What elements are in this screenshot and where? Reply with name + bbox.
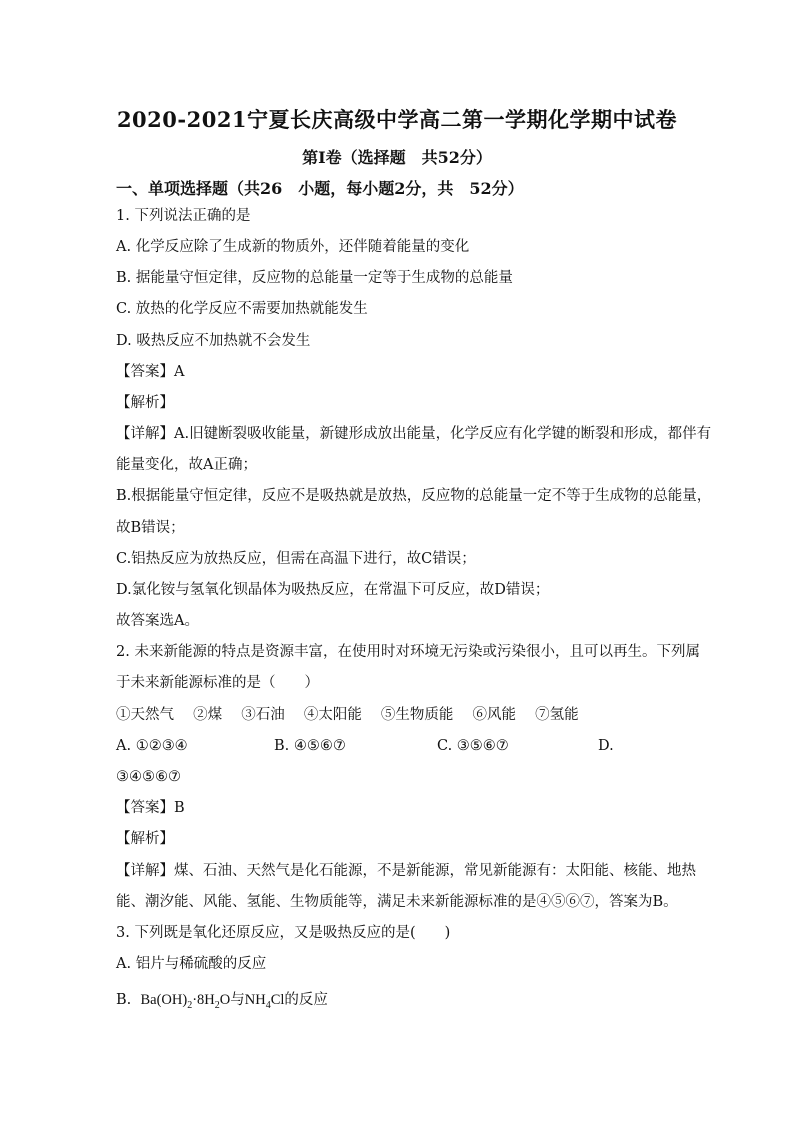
q1-analysis-label: 【解析】	[116, 395, 174, 411]
q1-option-b: B. 据能量守恒定律，反应物的总能量一定等于生成物的总能量	[116, 270, 513, 286]
q1-conclusion: 故答案选A。	[116, 613, 199, 629]
formula-subscript: 2	[214, 999, 220, 1011]
q2-items: ①天然气 ②煤 ③石油 ④太阳能 ⑤生物质能 ⑥风能 ⑦氢能	[116, 707, 579, 723]
q1-detail-line-2: 能量变化，故A正确；	[116, 457, 257, 473]
q1-detail-line-3: B.根据能量守恒定律，反应不是吸热就是放热，反应物的总能量一定不等于生成物的总能量，	[116, 488, 712, 504]
q2-option-d-content: ③④⑤⑥⑦	[116, 769, 181, 785]
q2-detail-line-2: 能、潮汐能、风能、氢能、生物质能等，满足未来新能源标准的是④⑤⑥⑦，答案为B。	[116, 894, 678, 910]
q2-analysis-label: 【解析】	[116, 831, 174, 847]
q3-option-b-prefix: B.	[116, 992, 132, 1008]
formula-text: Ba(OH)	[140, 992, 188, 1008]
section-heading: 一、单项选择题（共26 小题，每小题2分，共 52分）	[116, 179, 524, 198]
q1-detail-line-6: D.氯化铵与氢氧化钡晶体为吸热反应，在常温下可反应，故D错误；	[116, 582, 550, 598]
formula-subscript: 2	[187, 999, 193, 1011]
page-title: 2020-2021宁夏长庆高级中学高二第一学期化学期中试卷	[116, 107, 678, 132]
q1-detail-line-4: 故B错误；	[116, 520, 185, 536]
q2-option-d: D.	[598, 738, 614, 754]
q1-detail-line-5: C.铝热反应为放热反应，但需在高温下进行，故C错误；	[116, 551, 476, 567]
q2-answer: 【答案】B	[116, 800, 185, 816]
formula-text: Cl	[270, 992, 285, 1008]
q3-formula-ammonium-chloride	[244, 992, 285, 1011]
formula-subscript: 4	[265, 999, 271, 1011]
q3-option-a: A. 铝片与稀硫酸的反应	[116, 956, 267, 972]
q2-stem-line-1: 2. 未来新能源的特点是资源丰富，在使用时对环境无污染或污染很小，且可以再生。下列属	[116, 644, 700, 660]
formula-text: O	[219, 992, 231, 1008]
part-subtitle: 第Ⅰ卷（选择题 共52分）	[302, 148, 492, 167]
q2-option-b: B. ④⑤⑥⑦	[274, 738, 346, 754]
q3-option-b-suffix: 的反应	[284, 992, 328, 1008]
q2-detail-line-1: 【详解】煤、石油、天然气是化石能源，不是新能源，常见新能源有：太阳能、核能、地热	[116, 863, 696, 879]
q3-option-b-connector: 与	[230, 992, 245, 1008]
q1-option-a: A. 化学反应除了生成新的物质外，还伴随着能量的变化	[116, 239, 470, 255]
q2-option-c: C. ③⑤⑥⑦	[437, 738, 509, 754]
q1-answer: 【答案】A	[116, 364, 185, 380]
formula-text: NH	[244, 992, 266, 1008]
q2-option-a: A. ①②③④	[116, 738, 188, 754]
q1-detail-line-1: 【详解】A.旧键断裂吸收能量，新键形成放出能量，化学反应有化学键的断裂和形成，都伴有	[116, 426, 712, 442]
q1-option-c: C. 放热的化学反应不需要加热就能发生	[116, 301, 368, 317]
q3-stem: 3. 下列既是氧化还原反应，又是吸热反应的是( )	[116, 925, 451, 941]
q3-option-b	[116, 990, 328, 1016]
q1-stem: 1. 下列说法正确的是	[116, 208, 251, 224]
q1-option-d: D. 吸热反应不加热就不会发生	[116, 333, 311, 349]
formula-text: ·8H	[192, 992, 215, 1008]
q2-stem-line-2: 于未来新能源标准的是（ ）	[116, 675, 319, 691]
q3-formula-barium-hydroxide	[140, 992, 231, 1011]
